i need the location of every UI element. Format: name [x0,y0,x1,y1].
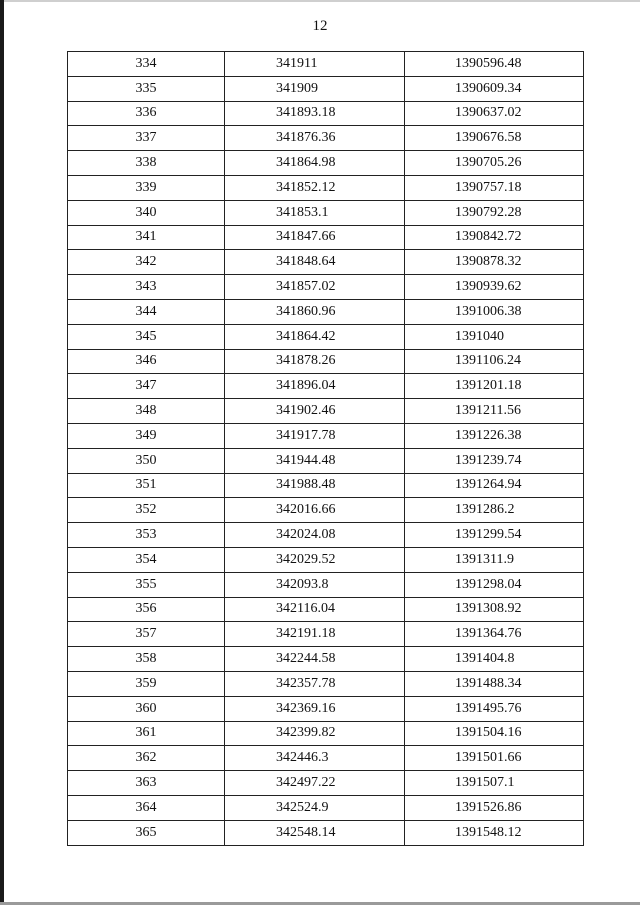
y-coordinate-cell: 1390792.28 [405,200,584,225]
x-coordinate-cell: 341847.66 [225,225,405,250]
x-coordinate-cell: 342548.14 [225,820,405,845]
y-coordinate-cell: 1391106.24 [405,349,584,374]
point-number-cell: 356 [68,597,225,622]
scan-edge-left [0,0,4,905]
point-number-cell: 359 [68,671,225,696]
table-row [68,746,584,771]
x-coordinate-cell: 341893.18 [225,101,405,126]
table-row [68,175,584,200]
y-coordinate-cell: 1391311.9 [405,547,584,572]
point-number-cell: 347 [68,374,225,399]
y-coordinate-cell: 1390842.72 [405,225,584,250]
point-number-cell: 361 [68,721,225,746]
point-number-cell: 360 [68,696,225,721]
table-row [68,597,584,622]
point-number-cell: 351 [68,473,225,498]
point-number-cell: 365 [68,820,225,845]
table-row [68,275,584,300]
y-coordinate-cell: 1391308.92 [405,597,584,622]
table-row [68,647,584,672]
point-number-cell: 343 [68,275,225,300]
y-coordinate-cell: 1391504.16 [405,721,584,746]
point-number-cell: 352 [68,498,225,523]
scan-edge-top [0,0,640,2]
point-number-cell: 339 [68,175,225,200]
y-coordinate-cell: 1391239.74 [405,448,584,473]
table-row [68,250,584,275]
y-coordinate-cell: 1391495.76 [405,696,584,721]
table-row [68,473,584,498]
point-number-cell: 334 [68,52,225,77]
page-number: 12 [312,18,328,34]
table-row [68,771,584,796]
y-coordinate-cell: 1390939.62 [405,275,584,300]
point-number-cell: 357 [68,622,225,647]
x-coordinate-cell: 342399.82 [225,721,405,746]
y-coordinate-cell: 1390609.34 [405,76,584,101]
point-number-cell: 346 [68,349,225,374]
point-number-cell: 350 [68,448,225,473]
x-coordinate-cell: 341896.04 [225,374,405,399]
x-coordinate-cell: 342191.18 [225,622,405,647]
y-coordinate-cell: 1391526.86 [405,795,584,820]
x-coordinate-cell: 342093.8 [225,572,405,597]
x-coordinate-cell: 341852.12 [225,175,405,200]
point-number-cell: 354 [68,547,225,572]
x-coordinate-cell: 341848.64 [225,250,405,275]
x-coordinate-cell: 342244.58 [225,647,405,672]
x-coordinate-cell: 342029.52 [225,547,405,572]
x-coordinate-cell: 341864.98 [225,151,405,176]
point-number-cell: 358 [68,647,225,672]
x-coordinate-cell: 341917.78 [225,423,405,448]
y-coordinate-cell: 1391201.18 [405,374,584,399]
point-number-cell: 342 [68,250,225,275]
y-coordinate-cell: 1391211.56 [405,399,584,424]
y-coordinate-cell: 1391226.38 [405,423,584,448]
y-coordinate-cell: 1391264.94 [405,473,584,498]
table-row [68,101,584,126]
table-row [68,572,584,597]
y-coordinate-cell: 1391507.1 [405,771,584,796]
coordinates-table-body [68,52,584,846]
table-row [68,696,584,721]
y-coordinate-cell: 1391006.38 [405,299,584,324]
y-coordinate-cell: 1390878.32 [405,250,584,275]
y-coordinate-cell: 1391299.54 [405,523,584,548]
point-number-cell: 363 [68,771,225,796]
point-number-cell: 348 [68,399,225,424]
table-row [68,151,584,176]
point-number-cell: 362 [68,746,225,771]
x-coordinate-cell: 342024.08 [225,523,405,548]
x-coordinate-cell: 341853.1 [225,200,405,225]
coordinates-table [67,51,584,846]
table-row [68,547,584,572]
x-coordinate-cell: 342524.9 [225,795,405,820]
table-row [68,349,584,374]
point-number-cell: 337 [68,126,225,151]
y-coordinate-cell: 1391404.8 [405,647,584,672]
x-coordinate-cell: 341988.48 [225,473,405,498]
table-row [68,423,584,448]
x-coordinate-cell: 341944.48 [225,448,405,473]
x-coordinate-cell: 342497.22 [225,771,405,796]
table-row [68,52,584,77]
table-row [68,299,584,324]
x-coordinate-cell: 342116.04 [225,597,405,622]
x-coordinate-cell: 341878.26 [225,349,405,374]
point-number-cell: 338 [68,151,225,176]
y-coordinate-cell: 1390757.18 [405,175,584,200]
table-row [68,622,584,647]
point-number-cell: 335 [68,76,225,101]
x-coordinate-cell: 341876.36 [225,126,405,151]
table-row [68,126,584,151]
point-number-cell: 340 [68,200,225,225]
point-number-cell: 341 [68,225,225,250]
point-number-cell: 344 [68,299,225,324]
table-row [68,448,584,473]
table-row [68,721,584,746]
table-row [68,225,584,250]
x-coordinate-cell: 342446.3 [225,746,405,771]
x-coordinate-cell: 342357.78 [225,671,405,696]
point-number-cell: 353 [68,523,225,548]
y-coordinate-cell: 1390596.48 [405,52,584,77]
table-row [68,200,584,225]
table-row [68,498,584,523]
x-coordinate-cell: 341864.42 [225,324,405,349]
table-row [68,820,584,845]
table-row [68,374,584,399]
x-coordinate-cell: 342369.16 [225,696,405,721]
point-number-cell: 355 [68,572,225,597]
y-coordinate-cell: 1390676.58 [405,126,584,151]
y-coordinate-cell: 1390637.02 [405,101,584,126]
table-row [68,399,584,424]
y-coordinate-cell: 1391040 [405,324,584,349]
point-number-cell: 336 [68,101,225,126]
x-coordinate-cell: 341909 [225,76,405,101]
table-row [68,324,584,349]
point-number-cell: 364 [68,795,225,820]
y-coordinate-cell: 1391298.04 [405,572,584,597]
x-coordinate-cell: 342016.66 [225,498,405,523]
y-coordinate-cell: 1391364.76 [405,622,584,647]
x-coordinate-cell: 341857.02 [225,275,405,300]
x-coordinate-cell: 341911 [225,52,405,77]
table-row [68,671,584,696]
y-coordinate-cell: 1390705.26 [405,151,584,176]
y-coordinate-cell: 1391548.12 [405,820,584,845]
table-row [68,523,584,548]
point-number-cell: 349 [68,423,225,448]
table-row [68,76,584,101]
point-number-cell: 345 [68,324,225,349]
y-coordinate-cell: 1391501.66 [405,746,584,771]
y-coordinate-cell: 1391488.34 [405,671,584,696]
x-coordinate-cell: 341902.46 [225,399,405,424]
y-coordinate-cell: 1391286.2 [405,498,584,523]
table-row [68,795,584,820]
x-coordinate-cell: 341860.96 [225,299,405,324]
